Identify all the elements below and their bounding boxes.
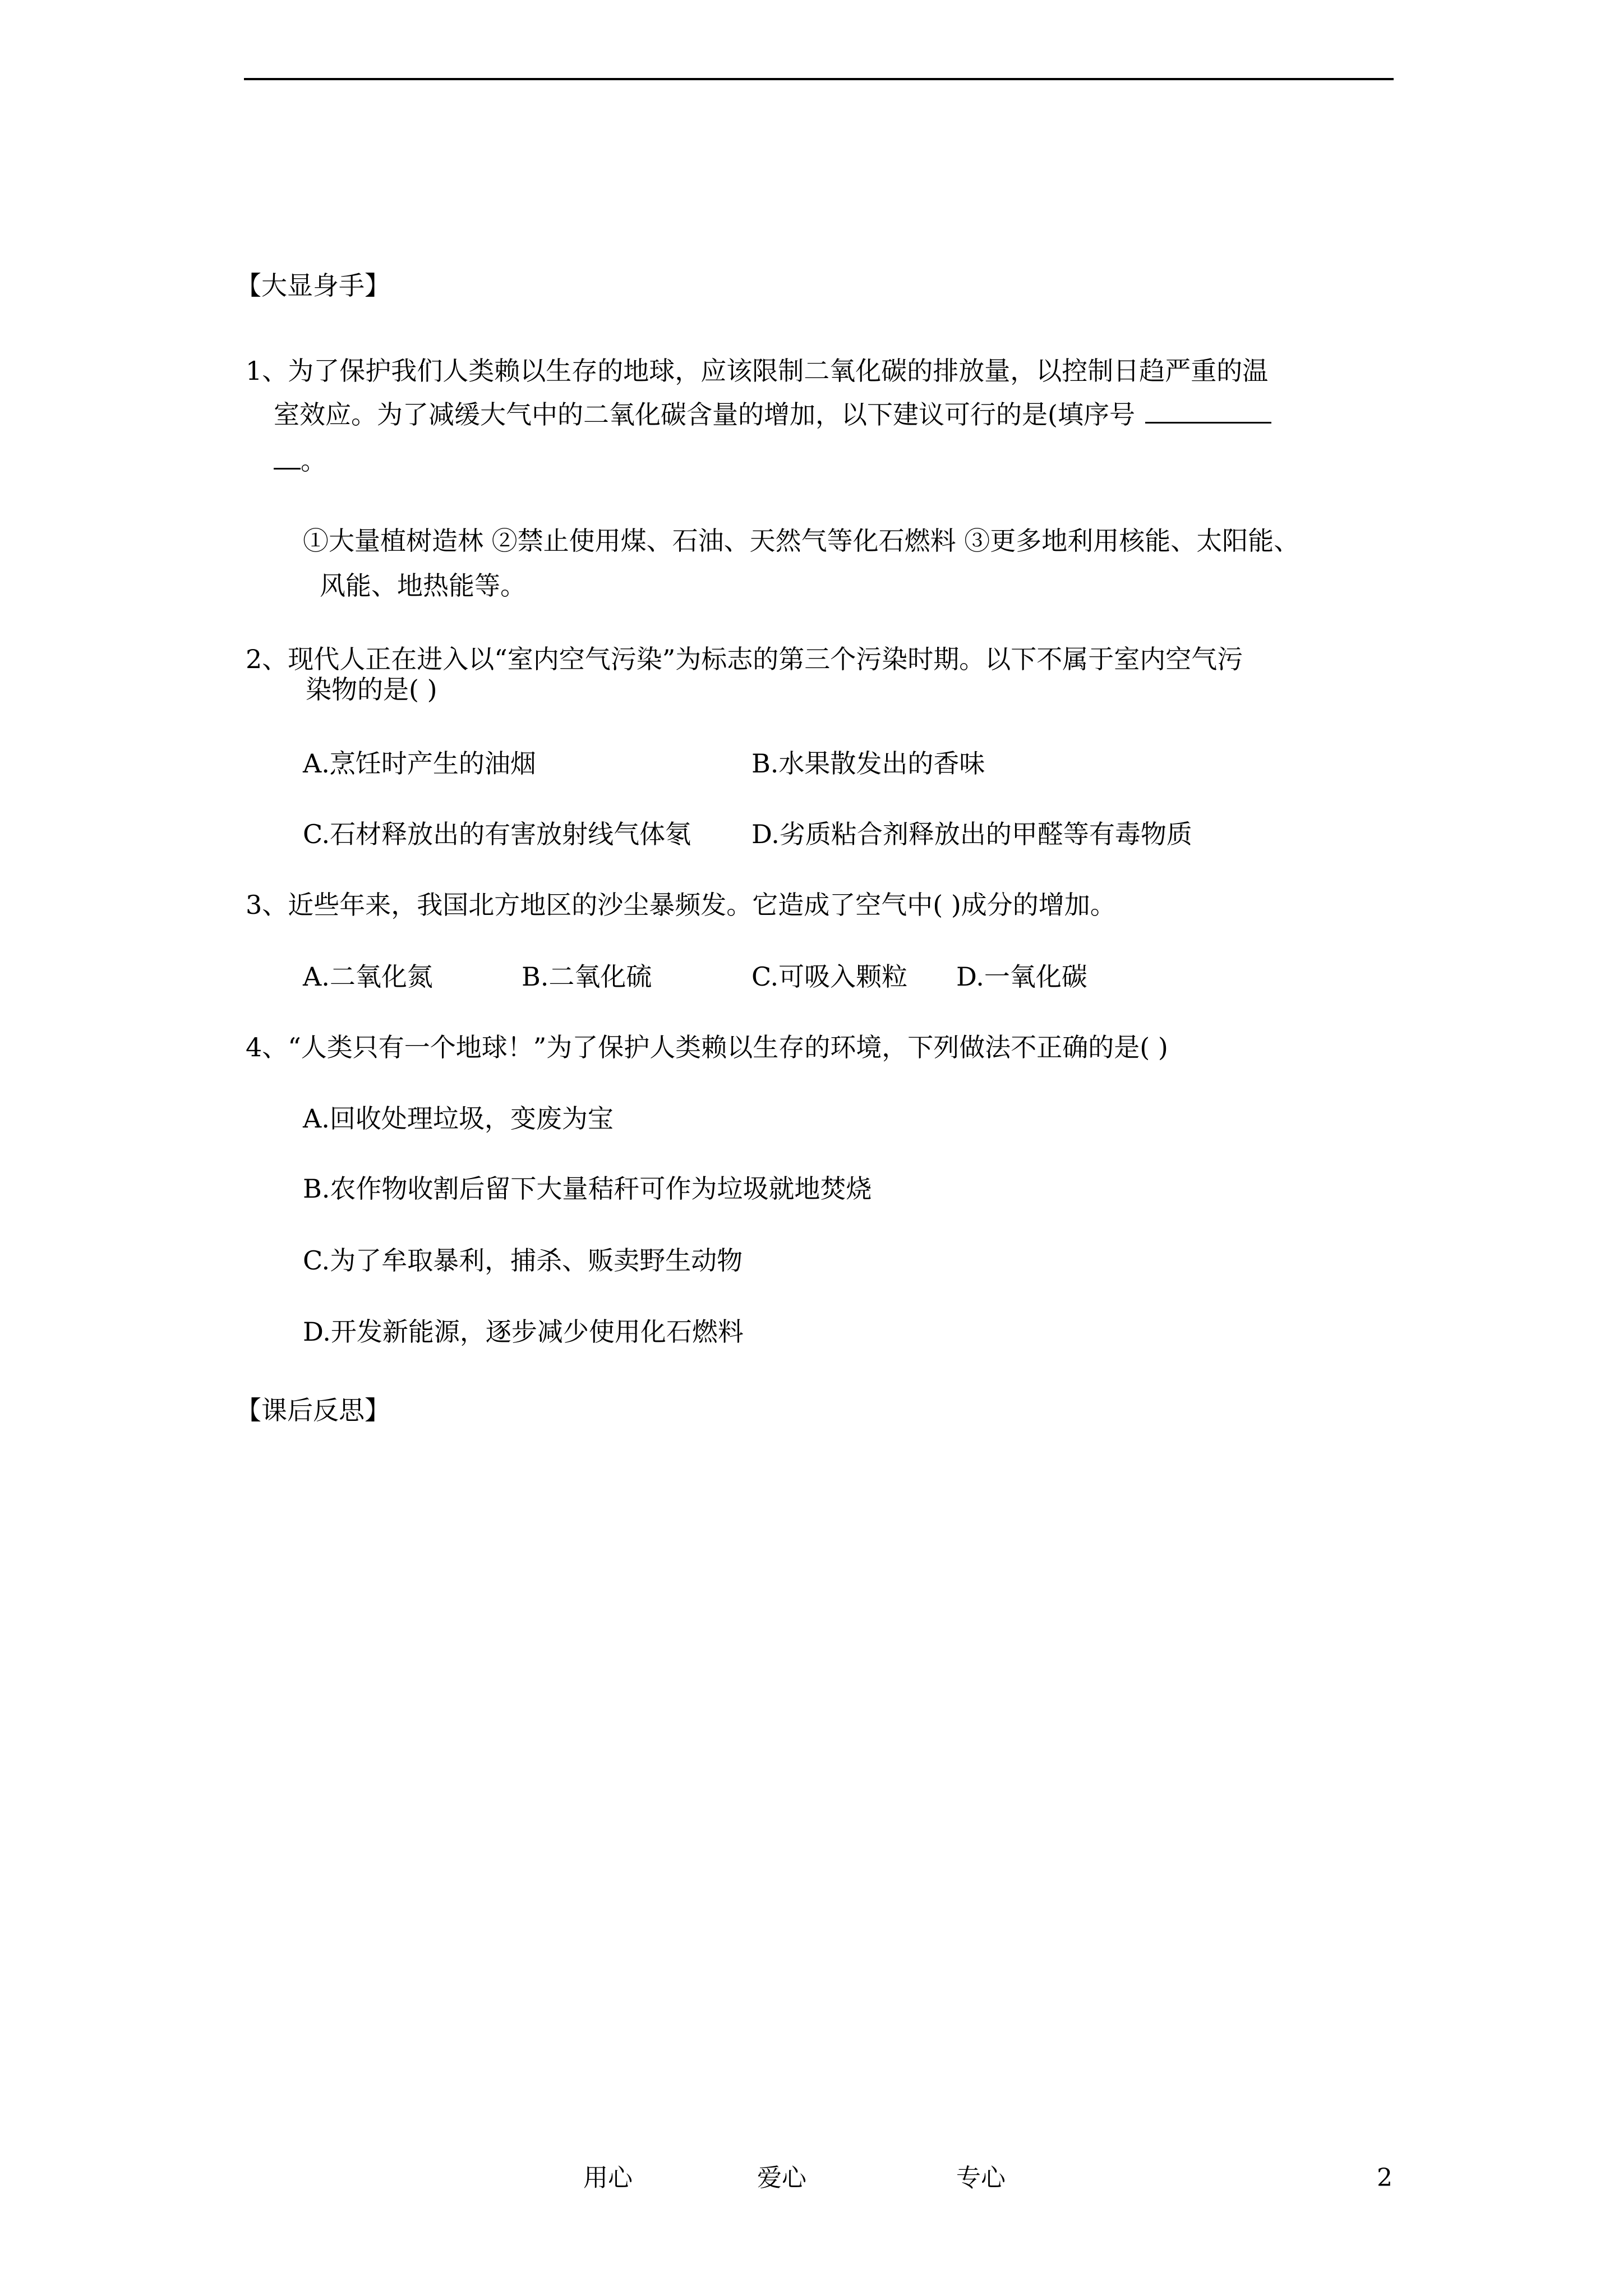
q1-line3-text: 。: [301, 445, 326, 476]
q1-options-line1: ①大量植树造林 ②禁止使用煤、石油、天然气等化石燃料 ③更多地利用核能、太阳能、: [303, 526, 1300, 556]
q3-option-c: C.可吸入颗粒: [751, 961, 908, 992]
q1-options-line2: 风能、地热能等。: [320, 570, 526, 601]
footer-text-3: 专心: [956, 2164, 1006, 2192]
q1-line2: [274, 398, 1271, 431]
q2-option-b: B.水果散发出的香味: [751, 748, 985, 779]
q1-line2-text: 室效应。为了减缓大气中的二氧化碳含量的增加，以下建议可行的是(填序号: [274, 399, 1135, 430]
q2-option-a: A.烹饪时产生的油烟: [303, 748, 536, 779]
q3-option-a: A.二氧化氮: [303, 961, 433, 992]
footer-text-2: 爱心: [757, 2164, 806, 2192]
q1-line3: [274, 444, 326, 477]
q4-line1: 4、“人类只有一个地球！”为了保护人类赖以生存的环境，下列做法不正确的是( ): [246, 1032, 1168, 1062]
q2-line2: 染物的是( ): [306, 674, 437, 705]
q4-option-a: A.回收处理垃圾，变废为宝: [303, 1103, 614, 1134]
q4-option-c: C.为了牟取暴利，捕杀、贩卖野生动物: [303, 1245, 743, 1276]
q4-option-d: D.开发新能源，逐步减少使用化石燃料: [303, 1317, 744, 1347]
q4-option-b: B.农作物收割后留下大量秸秆可作为垃圾就地焚烧: [303, 1174, 872, 1204]
q2-option-d: D.劣质粘合剂释放出的甲醛等有毒物质: [751, 819, 1192, 849]
answer-blank[interactable]: [1145, 399, 1271, 424]
section-heading-show: 【大显身手】: [236, 270, 390, 301]
q3-option-d: D.一氧化碳: [956, 961, 1087, 992]
page-number: 2: [1377, 2164, 1393, 2192]
answer-blank-cont[interactable]: [274, 445, 301, 470]
q3-option-b: B.二氧化硫: [522, 961, 652, 992]
q3-line1: 3、近些年来，我国北方地区的沙尘暴频发。它造成了空气中( )成分的增加。: [246, 890, 1116, 920]
q2-line1: 2、现代人正在进入以“室内空气污染”为标志的第三个污染时期。以下不属于室内空气污: [246, 644, 1243, 674]
q2-option-c: C.石材释放出的有害放射线气体氡: [303, 819, 691, 849]
header-rule: [244, 78, 1394, 80]
footer-text-1: 用心: [583, 2164, 633, 2192]
q1-line1: 1、为了保护我们人类赖以生存的地球，应该限制二氧化碳的排放量，以控制日趋严重的温: [246, 356, 1269, 386]
section-heading-reflect: 【课后反思】: [236, 1395, 390, 1425]
